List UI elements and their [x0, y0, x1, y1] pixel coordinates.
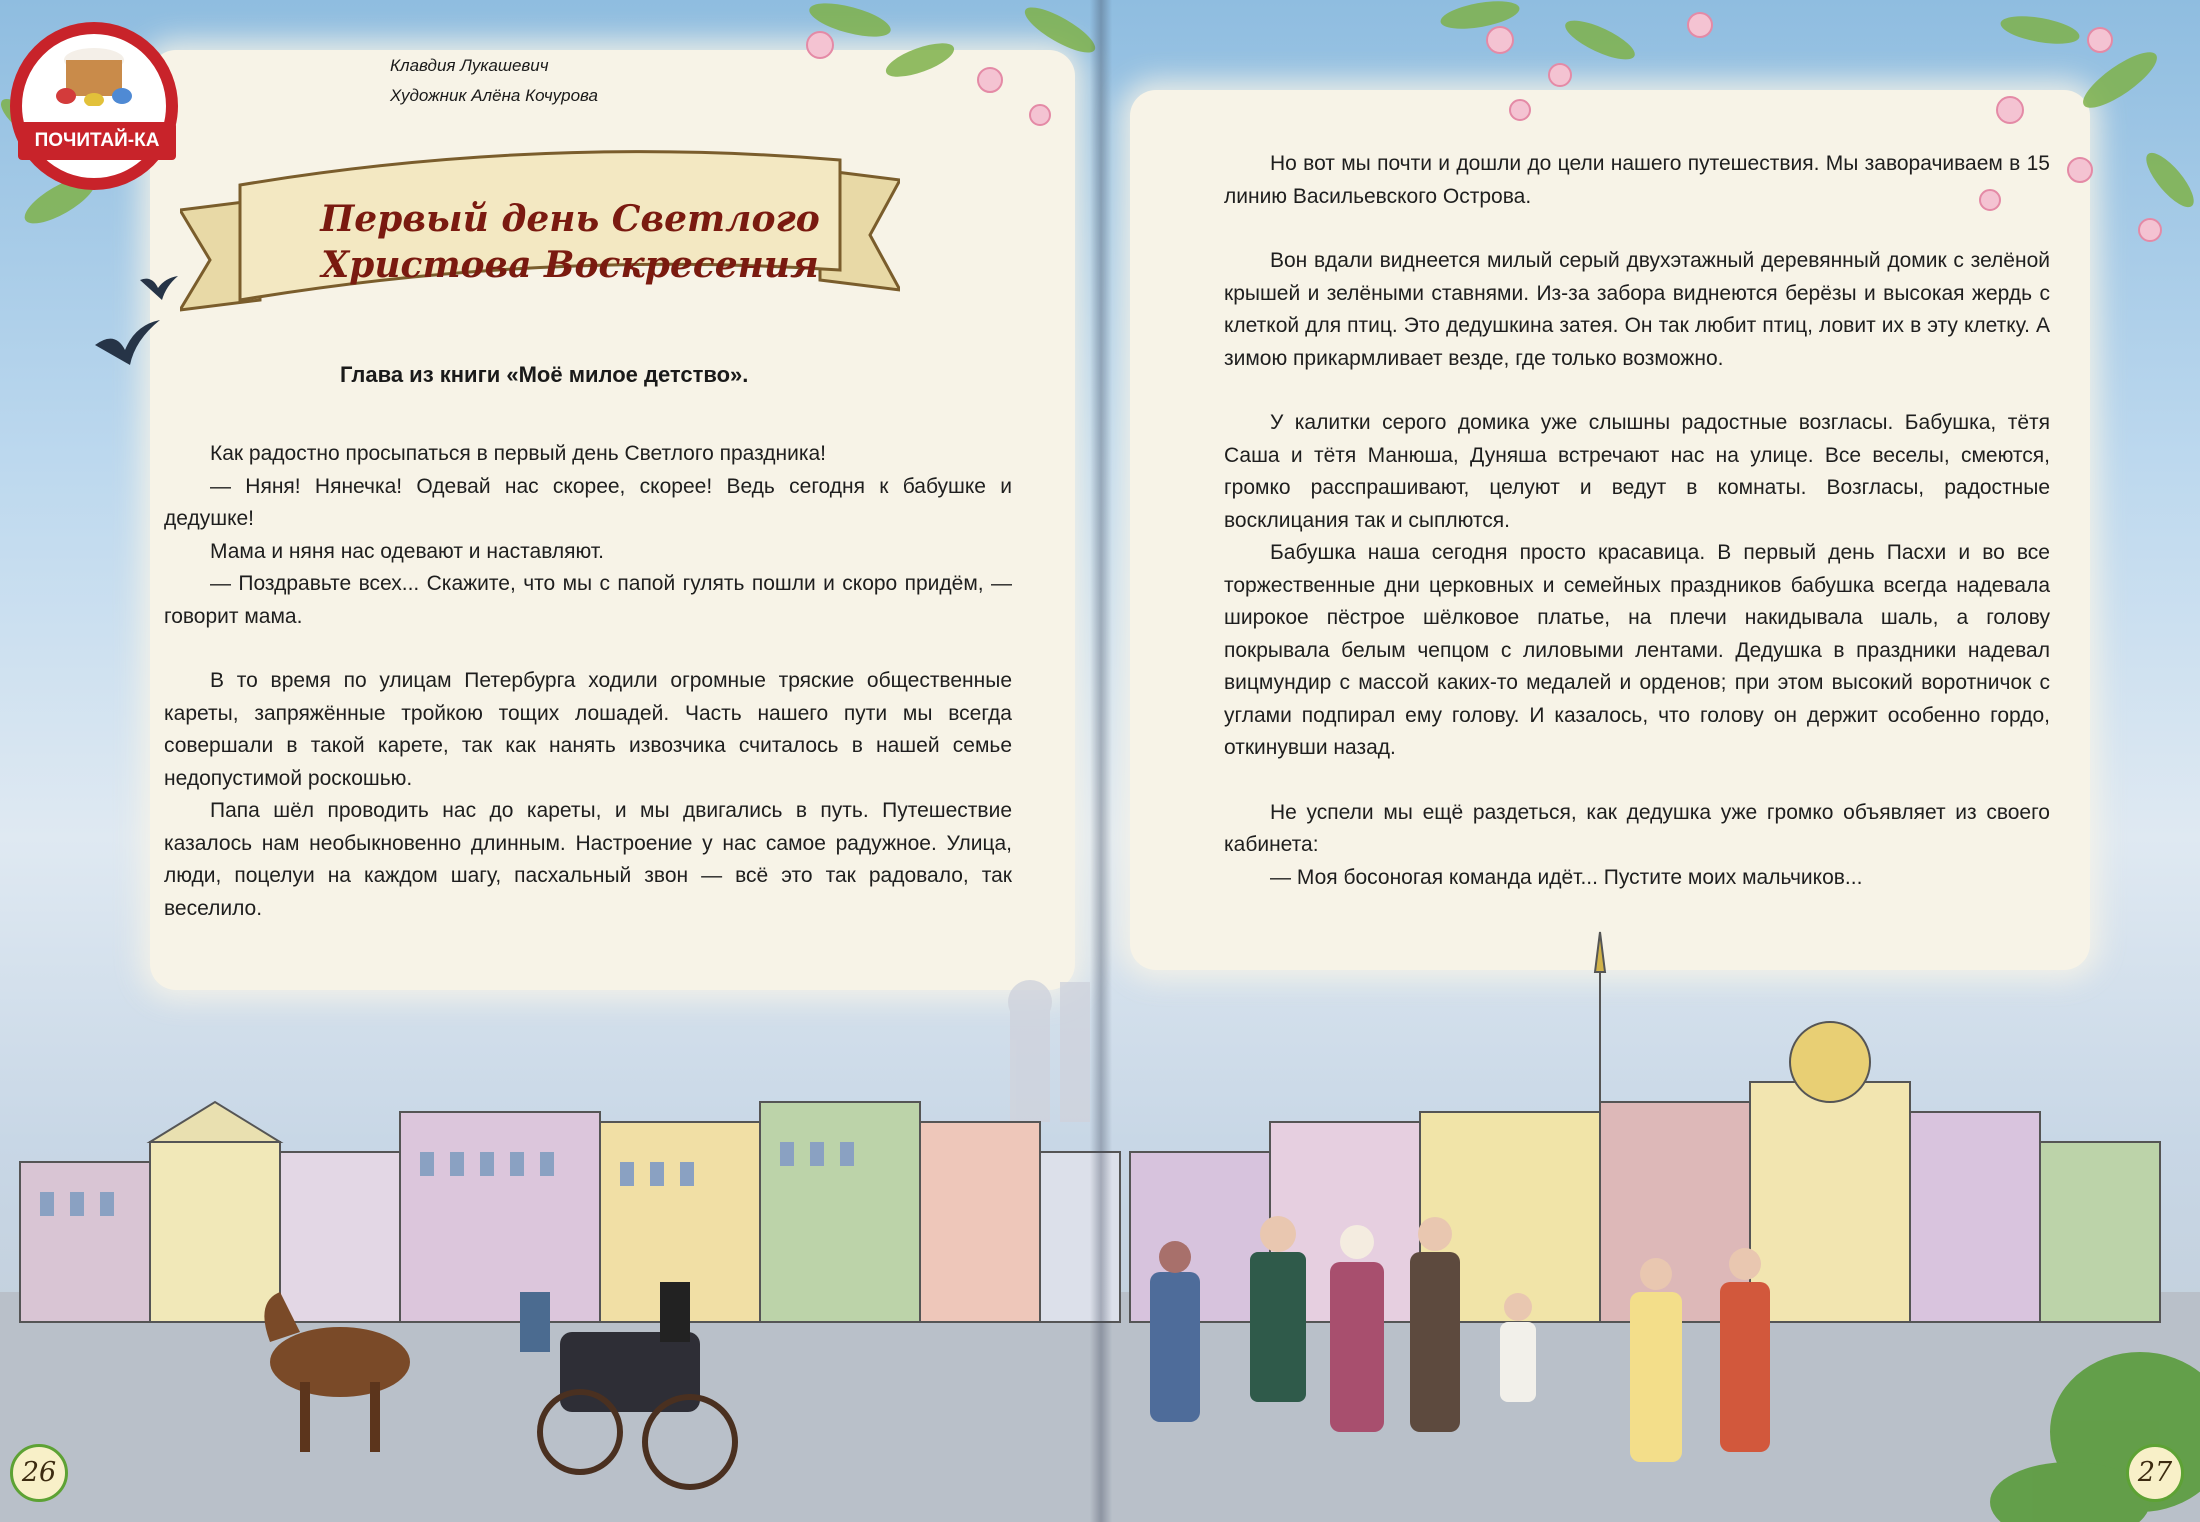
paragraph: Не успели мы ещё раздеться, как дедушка уже громко объявляет из своего кабинета:: [1224, 800, 2050, 856]
paragraph: Мама и няня нас одевают и наставляют.: [210, 539, 604, 563]
article-title: [250, 196, 890, 288]
paragraph: Вон вдали виднеется милый серый двухэтажный деревянный домик с зелёной крышей и зелёными ставнями. Из-за забора виднеются берёзы и высокая жердь с клеткой для птиц. Это дедушкина затея. Он так любит птиц, ловит их в эту клетку. А зимою прикармливает везде, где только возможно.: [1224, 249, 2050, 370]
illustrator-name: Художник Алёна Кочурова: [390, 86, 598, 105]
left-body-text: [164, 438, 1012, 925]
book-gutter: [1090, 0, 1112, 1522]
paragraph: У калитки серого домика уже слышны радостные возгласы. Бабушка, тётя Саша и тётя Манюша, Дуняша встречают нас на улице. Все веселы, смеются, громко расспрашивают, целуют и ведут в комнаты. Возгласы, радостные восклицания так и сыплются.: [1224, 411, 2050, 532]
section-badge-label: ПОЧИТАЙ-КА: [18, 122, 176, 160]
paragraph: — Моя босоногая команда идёт... Пустите моих мальчиков...: [1270, 865, 1863, 889]
right-body-text: [1224, 148, 2050, 894]
page-number-right: 27: [2126, 1444, 2184, 1502]
page-number-left: 26: [10, 1444, 68, 1502]
paragraph: Но вот мы почти и дошли до цели нашего путешествия. Мы заворачиваем в 15 линию Васильевского Острова.: [1224, 152, 2050, 208]
article-title-line-2: Христова Воскресения: [321, 244, 819, 286]
section-badge: [10, 22, 178, 190]
paragraph: Бабушка наша сегодня просто красавица. В первый день Пасхи и во все торжественные дни церковных и семейных праздников бабушка всегда надевала широкое пёстрое шёлковое платье, на плечи накидывала шаль, а голову покрывала белым чепцом с лиловыми лентами. Дедушка в праздники надевал вицмундир с массой каких-то медалей и орденов; при этом высокий воротничок с углами подпирал ему голову. И казалось, что голову он держит особенно гордо, откинувши назад.: [1224, 541, 2050, 759]
article-title-line-1: Первый день Светлого: [320, 198, 820, 240]
paragraph: — Поздравьте всех... Скажите, что мы с папой гулять пошли и скоро придём, — говорит мама.: [164, 572, 1012, 628]
easter-cake-icon: [52, 46, 137, 106]
paragraph: — Няня! Нянечка! Одевай нас скорее, скорее! Ведь сегодня к бабушке и дедушке!: [164, 474, 1012, 530]
chapter-subtitle: Глава из книги «Моё милое детство».: [340, 362, 749, 387]
paragraph: В то время по улицам Петербурга ходили огромные тряские общественные кареты, запряжённые тройкою тощих лошадей. Часть нашего пути мы всегда совершали в такой карете, так как нанять извозчика считалось в нашей семье недопустимой роскошью.: [164, 669, 1012, 790]
paragraph: Как радостно просыпаться в первый день Светлого праздника!: [210, 442, 826, 465]
paragraph: Папа шёл проводить нас до кареты, и мы двигались в путь. Путешествие казалось нам необыкновенно длинным. Настроение у нас самое радужное. Улица, люди, поцелуи на каждом шагу, пасхальный звон — всё это так радовало, так веселило.: [164, 799, 1012, 920]
author-name: Клавдия Лукашевич: [390, 56, 549, 75]
